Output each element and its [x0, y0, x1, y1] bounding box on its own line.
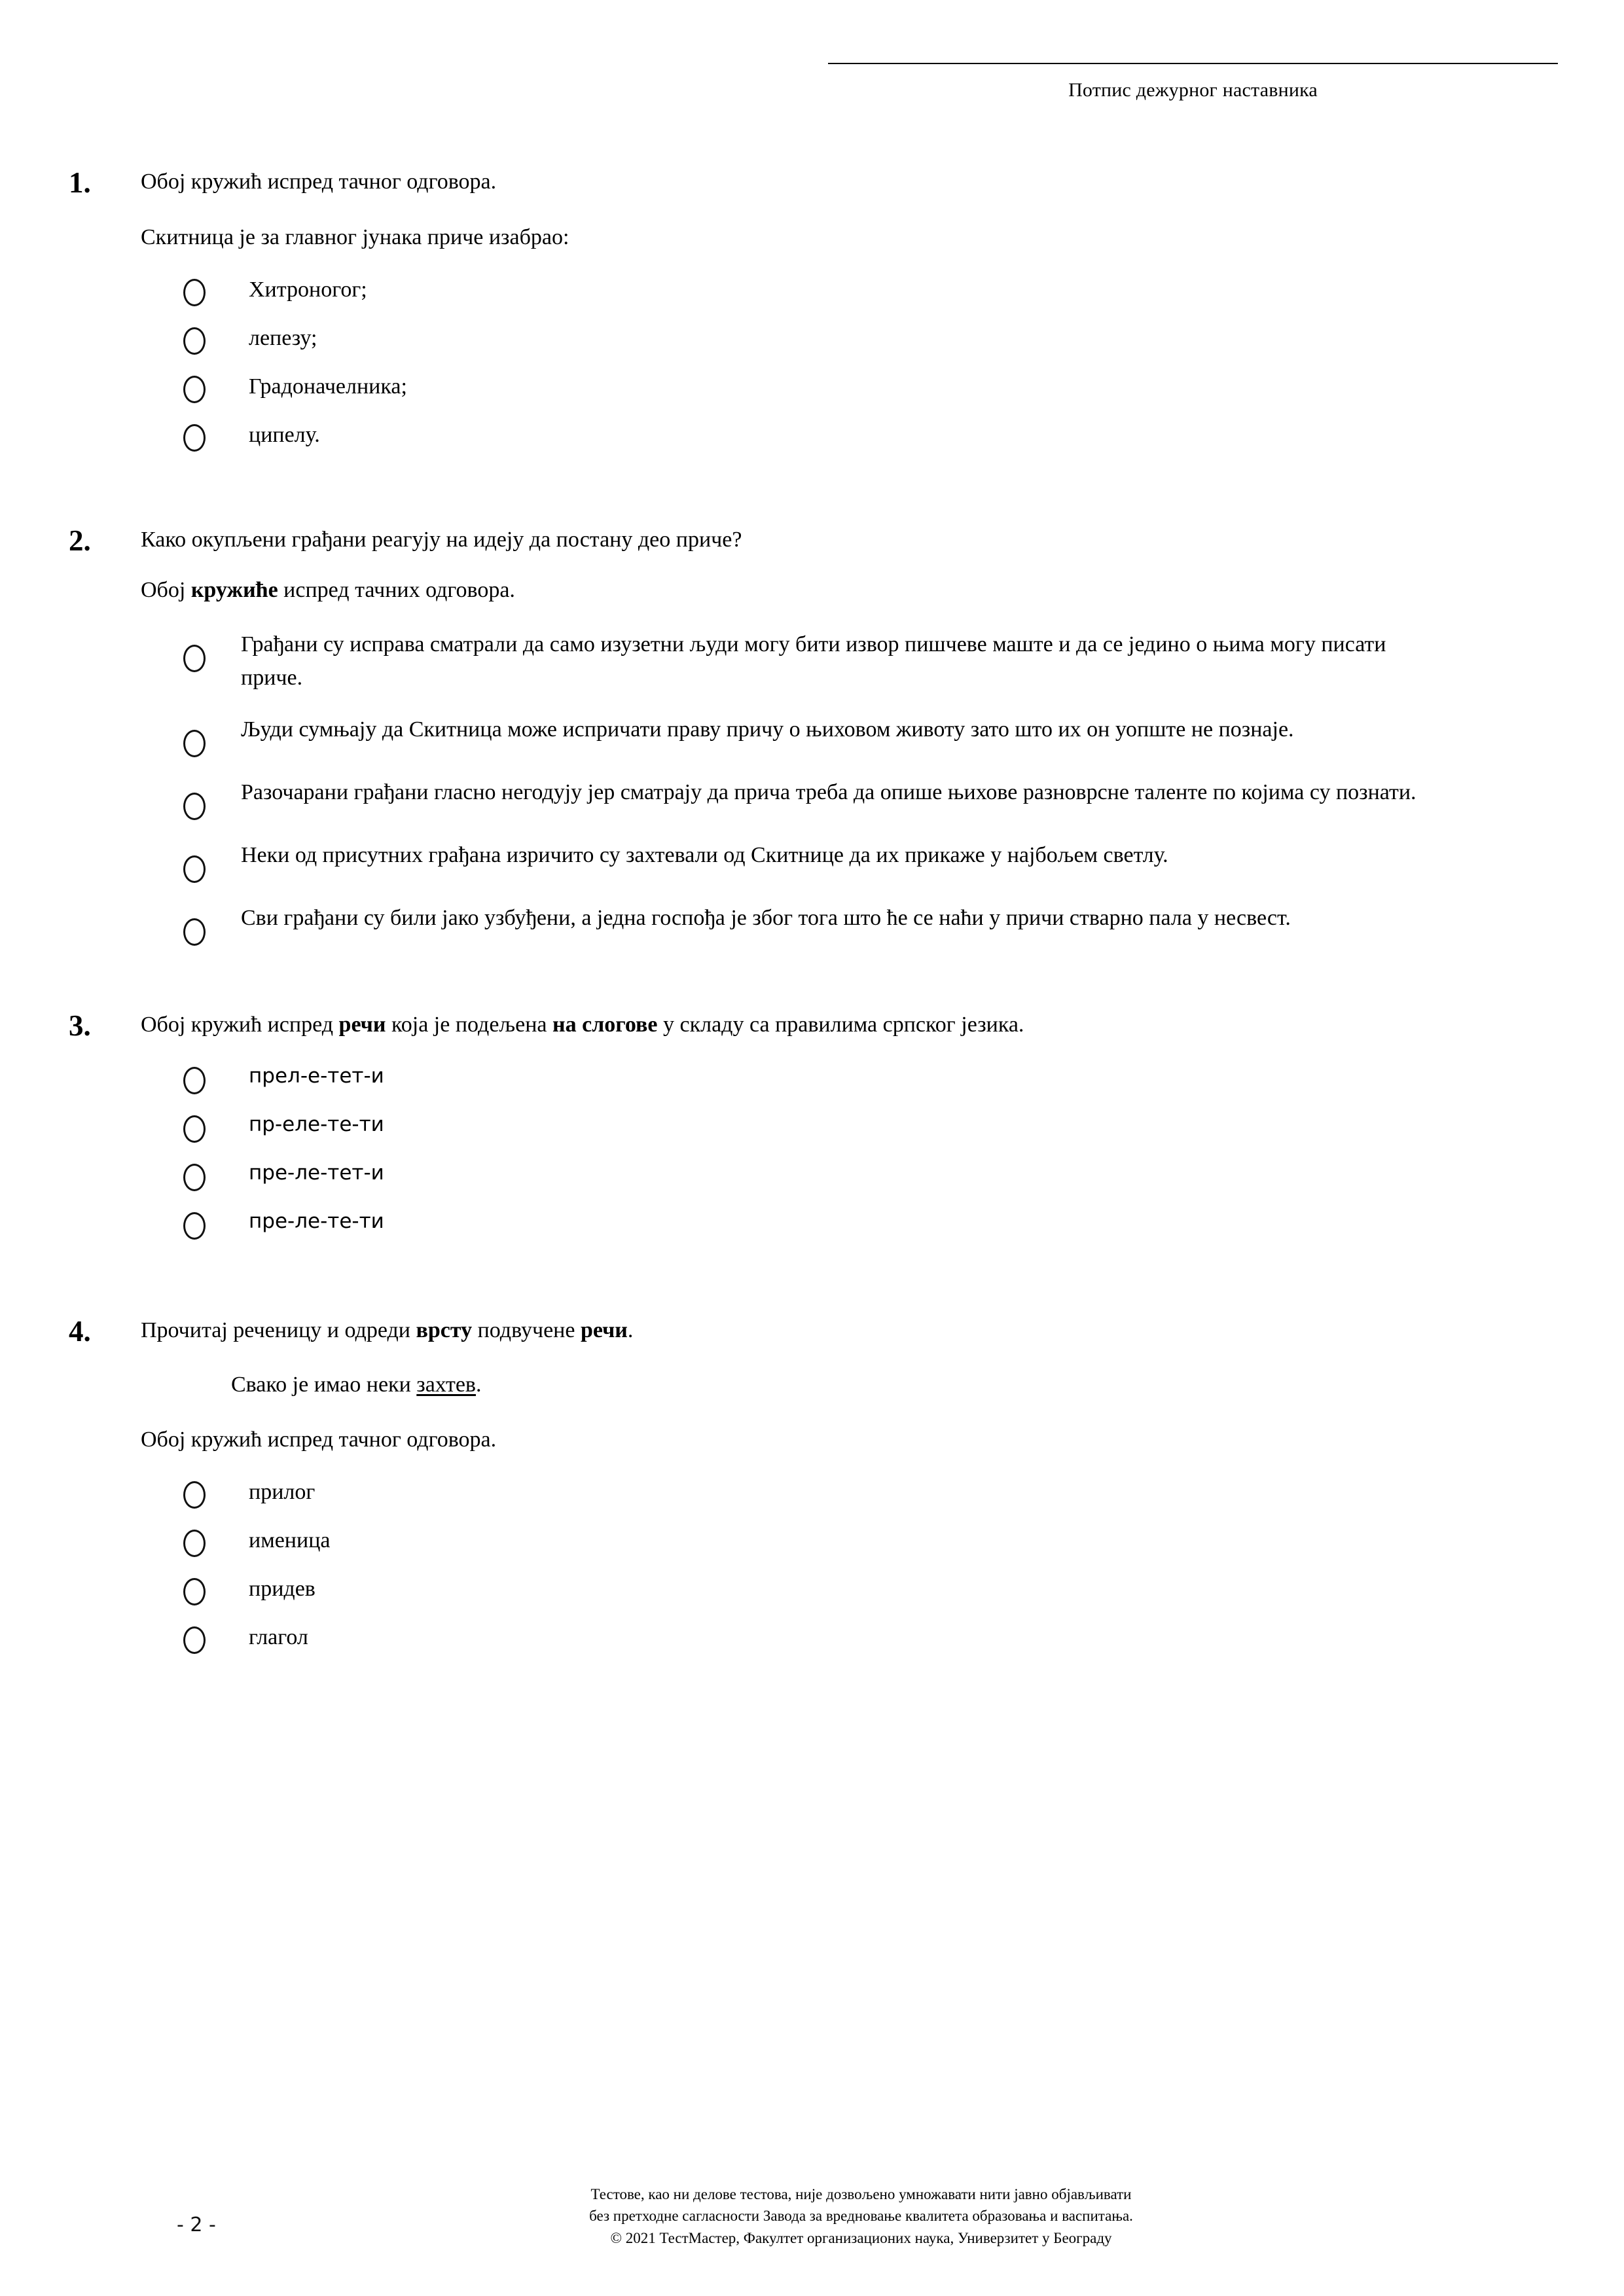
copyright-line-3: © 2021 ТестМастер, Факултет организационих наука, Универзитет у Београду [610, 2229, 1112, 2246]
option-label: Разочарани грађани гласно негодују јер сматрају да прича треба да опише њихове разноврсне таленте по којима су познати. [241, 780, 1416, 804]
instruction-part-before: Обој [141, 577, 191, 602]
questions-container [0, 167, 1624, 1671]
copyright-notice [177, 2183, 1545, 2249]
option-label: прел-е-тет-и [249, 1064, 384, 1088]
radio-bubble-icon[interactable] [183, 793, 206, 820]
radio-bubble-icon[interactable] [183, 1530, 206, 1557]
option-row[interactable] [183, 1574, 1509, 1605]
copyright-line-2: без претходне сагласности Завода за вредновање квалитета образовања и васпитања. [589, 2208, 1133, 2225]
question-1-heading [69, 167, 1509, 198]
instruction-part-3: . [627, 1318, 634, 1342]
question-4-example-sentence [231, 1370, 1509, 1400]
option-row[interactable] [183, 323, 1509, 355]
radio-bubble-icon[interactable] [183, 1626, 206, 1654]
spacer [69, 469, 1509, 525]
radio-bubble-icon[interactable] [183, 730, 206, 757]
option-label: пре-ле-тет-и [249, 1160, 384, 1185]
question-1 [69, 167, 1509, 452]
instruction-part-3: у складу са правилима српског језика. [657, 1012, 1024, 1037]
question-3 [69, 1010, 1509, 1240]
option-row[interactable] [183, 1063, 1509, 1094]
instruction-part-after: испред тачних одговора. [278, 577, 515, 602]
option-row[interactable] [183, 713, 1509, 757]
option-label: ципелу. [249, 422, 320, 447]
option-label: придев [249, 1576, 316, 1601]
option-label: лепезу; [249, 325, 317, 350]
option-row[interactable] [183, 1526, 1509, 1557]
option-label: Грађани су исправа сматрали да само изузетни људи могу бити извор пишчеве маште и да се једино о њима могу писати приче. [241, 632, 1386, 690]
option-row[interactable] [183, 275, 1509, 306]
question-3-instruction [141, 1010, 1509, 1040]
radio-bubble-icon[interactable] [183, 918, 206, 946]
example-before: Свако је имао неки [231, 1372, 417, 1397]
radio-bubble-icon[interactable] [183, 1481, 206, 1509]
option-label: именица [249, 1528, 331, 1552]
radio-bubble-icon[interactable] [183, 645, 206, 672]
instruction-part-bold: кружиће [190, 577, 278, 602]
radio-bubble-icon[interactable] [183, 1164, 206, 1191]
option-label: Хитроногог; [249, 277, 367, 302]
instruction-bold-1: врсту [416, 1318, 473, 1342]
question-2 [69, 525, 1509, 946]
radio-bubble-icon[interactable] [183, 279, 206, 306]
option-label: Градоначелника; [249, 374, 407, 399]
question-3-options [183, 1063, 1509, 1240]
example-underlined-word: захтев [416, 1372, 476, 1397]
signature-caption: Потпис дежурног наставника [1068, 79, 1318, 101]
example-after: . [475, 1372, 482, 1397]
option-row[interactable] [183, 1111, 1509, 1143]
question-4-options [183, 1477, 1509, 1654]
question-3-heading [69, 1010, 1509, 1041]
radio-bubble-icon[interactable] [183, 424, 206, 452]
instruction-part-2: подвучене [472, 1318, 581, 1342]
radio-bubble-icon[interactable] [183, 1115, 206, 1143]
question-2-number: 2. [69, 524, 91, 557]
instruction-bold-2: речи [580, 1318, 628, 1342]
question-4 [69, 1316, 1509, 1654]
option-label: Неки од присутних грађана изричито су захтевали од Скитнице да их прикаже у најбољем светлу. [241, 842, 1168, 867]
instruction-bold-1: речи [338, 1012, 386, 1037]
option-label: глагол [249, 1624, 308, 1649]
question-4-sub-instruction: Обој кружић испред тачног одговора. [141, 1427, 497, 1452]
option-row[interactable] [183, 1160, 1509, 1191]
page-number: - 2 - [177, 2214, 216, 2236]
question-4-heading [69, 1316, 1509, 1346]
signature-line [828, 63, 1558, 64]
option-label: Људи сумњају да Скитница може испричати праву причу о њиховом животу зато што их он уопште не познаје. [241, 717, 1294, 742]
option-row[interactable] [183, 1208, 1509, 1240]
radio-bubble-icon[interactable] [183, 1212, 206, 1240]
footer-inner [177, 2183, 1545, 2262]
option-row[interactable] [183, 838, 1509, 883]
question-3-number: 3. [69, 1009, 91, 1042]
instruction-part-1: Обој кружић испред [141, 1012, 339, 1037]
radio-bubble-icon[interactable] [183, 327, 206, 355]
option-row[interactable] [183, 1477, 1509, 1509]
spacer [69, 1257, 1509, 1316]
instruction-bold-2: на слогове [552, 1012, 658, 1037]
question-4-number: 4. [69, 1314, 91, 1348]
radio-bubble-icon[interactable] [183, 855, 206, 883]
question-2-prompt: Како окупљени грађани реагују на идеју да постану део приче? [141, 527, 742, 552]
option-row[interactable] [183, 420, 1509, 452]
option-row[interactable] [183, 372, 1509, 403]
instruction-part-1: Прочитај реченицу и одреди [141, 1318, 416, 1342]
option-label: пр-еле-те-ти [249, 1112, 384, 1136]
option-label: пре-ле-те-ти [249, 1209, 384, 1233]
question-2-options [183, 628, 1509, 946]
question-1-number: 1. [69, 166, 91, 199]
option-label: Сви грађани су били јако узбуђени, а једна госпођа је због тога што ће се наћи у причи стварно пала у несвест. [241, 905, 1291, 930]
instruction-part-2: која је подељена [386, 1012, 553, 1037]
option-row[interactable] [183, 628, 1509, 694]
question-1-prompt: Скитница је за главног јунака приче изабрао: [141, 225, 569, 249]
copyright-line-1: Тестове, као ни делове тестова, није дозвољено умножавати нити јавно објављивати [590, 2186, 1132, 2202]
radio-bubble-icon[interactable] [183, 376, 206, 403]
option-row[interactable] [183, 776, 1509, 820]
question-2-instruction [141, 575, 1509, 605]
option-row[interactable] [183, 1623, 1509, 1654]
page-footer [0, 2183, 1624, 2262]
radio-bubble-icon[interactable] [183, 1067, 206, 1094]
question-4-instruction [141, 1316, 1509, 1346]
question-2-heading [69, 525, 1509, 556]
option-row[interactable] [183, 901, 1509, 946]
option-label: прилог [249, 1479, 316, 1504]
spacer [69, 964, 1509, 1010]
radio-bubble-icon[interactable] [183, 1578, 206, 1605]
question-1-instruction: Обој кружић испред тачног одговора. [141, 170, 497, 194]
page-header [828, 63, 1558, 102]
question-1-options [183, 275, 1509, 452]
